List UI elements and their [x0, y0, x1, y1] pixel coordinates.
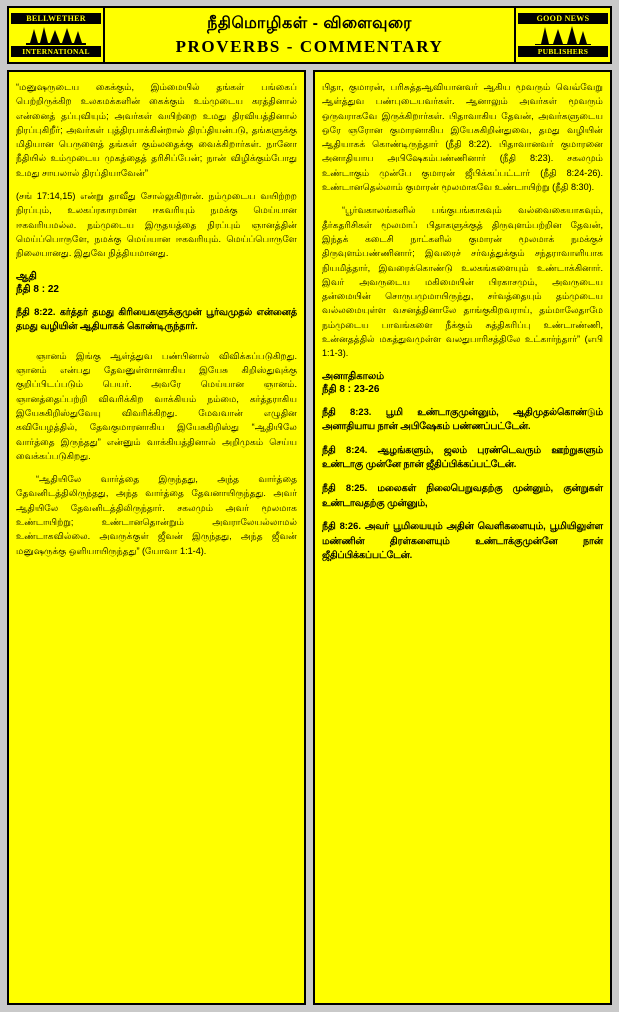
right-column: [313, 70, 612, 1005]
verse-8-23: நீதி 8:23. பூமி உண்டாகுமுன்னும், ஆதிமுதல்கொண்டும் அனாதியாய நான் அபிஷேகம் பண்ணப்பட்டேன்.: [322, 405, 603, 432]
logo-band-bottom: INTERNATIONAL: [11, 46, 101, 57]
section-heading-adhi: ஆதி: [16, 270, 37, 282]
paragraph: “மனுஷருடைய கைக்கும், இம்மையில் தங்கள் பங்கைப் பெற்றிருக்கிற உலகமக்களின் கைக்கும் உம்முடைய கரத்தினால் என்னைத் தப்புவியும்; அவர்கள் வயிற்றை உமது திரவியத்தினால் நிரப்புகிறீர்; அவர்கள் புத்திரபாக்கின்றால் திரப்தியன்படு, தங்களுக்கு மிதியான பெருளைத் தங்கள் கும்லதைக்கு வைக்கிறார்கள். நானோ நீதியில் உம்முடைய முகத்தைத் தரிசிப்பேன்; நான் விழிக்கும்போது உமது சாயலால் திரப்தியாவேன்”: [16, 82, 297, 178]
torch-icon: [518, 24, 608, 46]
logo-band-top: BELLWETHER: [11, 13, 101, 24]
section-reference-anathikalam: நீதி 8 : 23-26: [322, 383, 380, 395]
section-reference-adhi: நீதி 8 : 22: [16, 283, 59, 295]
logo-band-top: GOOD NEWS: [518, 13, 608, 24]
verse-8-25: நீதி 8:25. மலைகள் நிலைபெறுவதற்கு முன்னும், குன்றுகள் உண்டாவதற்கு முன்னும்,: [322, 482, 603, 508]
verse-8-22: நீதி 8:22. கர்த்தர் தமது கிரியைகளுக்குமுன் பூர்வமுதல் என்னைத் தமது வழியின் ஆதியாகக் கொண்டிருந்தார்.: [16, 305, 297, 332]
paragraph: “பூர்வகாலங்களில் பங்குபங்காகவும் வல்வைகையாகவும், தீர்கதரிசிகள் மூலமாப் பிதாகளுக்குத் திருவுளம்பற்றின தேவன், இந்தக் கடைசி நாட்களில் குமாரன் மூலமாக் நமக்குச் திருவுளம்பண்ணினார்; இவரைச் சர்வத்துக்கும் சந்தராவாளியாக நியமித்தார், இவரைக்கொண்டு உலகங்களையும் உண்டாக்கினார். இவர் அவருடைய மகிமையின் பிரகாசமும், அவருடைய தன்மையின் சொருபமுமாயிருந்து, சர்வத்தையும் தம்முடைய வல்லமையுள்ள வசனத்தினாலே தாங்குகிறவராய், தம்மாலேதாமே நம்முடைய பாவங்களை நீக்கும் சுத்திகரிப்பு உண்டாண்ணி, உன்னதத்தில் மகத்துவமுள்ள வலதுபாரிசத்திலே உட்கார்ந்தார்” (எபி 1:1-3).: [322, 205, 603, 359]
bell-icon: [11, 24, 101, 46]
title-english: PROVERBS - COMMENTARY: [175, 36, 444, 56]
verse-8-24: நீதி 8:24. ஆழங்களும், ஜலம் புரண்டெவரும் ஊற்றுகளும் உண்டாகு முன்னே நான் ஜீதிப்பிக்கப்பட்டேன்.: [322, 443, 603, 470]
bellwether-international-logo: [9, 8, 105, 62]
verse-8-26: நீதி 8:26. அவர் பூமியையும் அதின் வெளிகளையும், பூமியிலுள்ள மண்ணின் திரள்களையும் உண்டாக்குமுன்னே நான் ஜீதிப்பிக்கப்பட்டேன்.: [322, 520, 603, 561]
section-heading-anathikalam: அனாதிகாலம்: [322, 370, 385, 382]
paragraph: ஞானம் இங்கு ஆள்த்துவ பண்பினால் விவிக்கப்படுகிறது. ஞானம் என்பது தேவனுள்ளானாகிய இயேசு கிறிஸ்துவுக்கு குறிப்பிடப்படும் பெயர். அவரே மெய்யான ஞானம். ஞானத்தைப்பற்றி விவரிக்கிற வாக்கியம் நம்மை, கர்த்தராகிய இயேசுகிறிஸ்துவேயு விவரிக்கிறது. மேவவான் எழுதின கவியேழத்தில், தேவகுமாரனாகிய இயேசுகிறிஸ்து “ஆதியிலே வார்த்தை இருந்தது” என்னும் வாக்கியத்தினால் அறிமுகம் செய்ய வைக்கப்படுகிறது.: [16, 350, 297, 461]
title-tamil: நீதிமொழிகள் - விளைவுரை: [207, 14, 412, 32]
paragraph: “ஆதியிலே வார்த்தை இருந்தது, அந்த வார்த்தை தேவனிடத்திலிருந்தது, அந்த வார்த்தை தேவனாயிருந்தது. அவர் ஆதியிலே தேவனிடத்திலிருந்தார். சகலமும் அவர் மூலமாக உண்டாயிற்று; உண்டானதொன்றும் அவராலேயல்லாமல் உண்டாகவில்லை. அவருக்குள் ஜீவன் இருந்தது, அந்த ஜீவன் மனுஷருக்கு ஒளியாயிருந்தது” (யோவா 1:1-4).: [16, 474, 297, 556]
document-body: [7, 70, 612, 1005]
paragraph: பிதா, குமாரன், பரிசுத்தஆவியானவர் ஆகிய மூவரும் வெவ்வேறு ஆள்த்துவ பண்புடையவர்கள். ஆனாலும் அவர்கள் மூவரும் ஒருவராகவே இருக்கிறார்கள். பிதாவாகிய தேவன், அவர்களுடைய ஒரே ஞரோன குமாரனாகிய இயேசுகிறின்துவை, தமது வழியின் ஆதியாகக் கொண்டிருந்தார் (நீதி 8:22). பிதாவானவர் குமாரனை அனாதியாய அபிஷேகம்பண்ணினார் (நீதி 8:23). சகலமும் உண்டாகும் முன்பே குமாரன் ஜீபிக்கப்பட்டார் (நீதி 8:24-26). உண்டானதெல்லாம் குமாரன் மூலமாகவே உண்டாயிற்று (நீதி 8:30).: [322, 82, 603, 193]
document-title-block: [105, 8, 514, 62]
paragraph: (சங் 17:14,15) என்று தாவீது சோல்லுகிறான். நம்முடைய வயிற்றற நிரப்பும், உலகப்ரகாரமான ஈகவரியும் நமக்கு மெய்யான ஈகவரியமல்ல. நம்முடைய இருதயத்தை நிரப்பும் ஞானத்தின் மெய்ப்பொருளே, நமக்கு மெய்யான ஈகவரியும். மெய்ப்பொருளே நிலையானது. இதுவே நித்தியமானது.: [16, 191, 297, 259]
good-news-publishers-logo: [514, 8, 610, 62]
left-column: [7, 70, 306, 1005]
document-header: [7, 6, 612, 64]
logo-band-bottom: PUBLISHERS: [518, 46, 608, 57]
